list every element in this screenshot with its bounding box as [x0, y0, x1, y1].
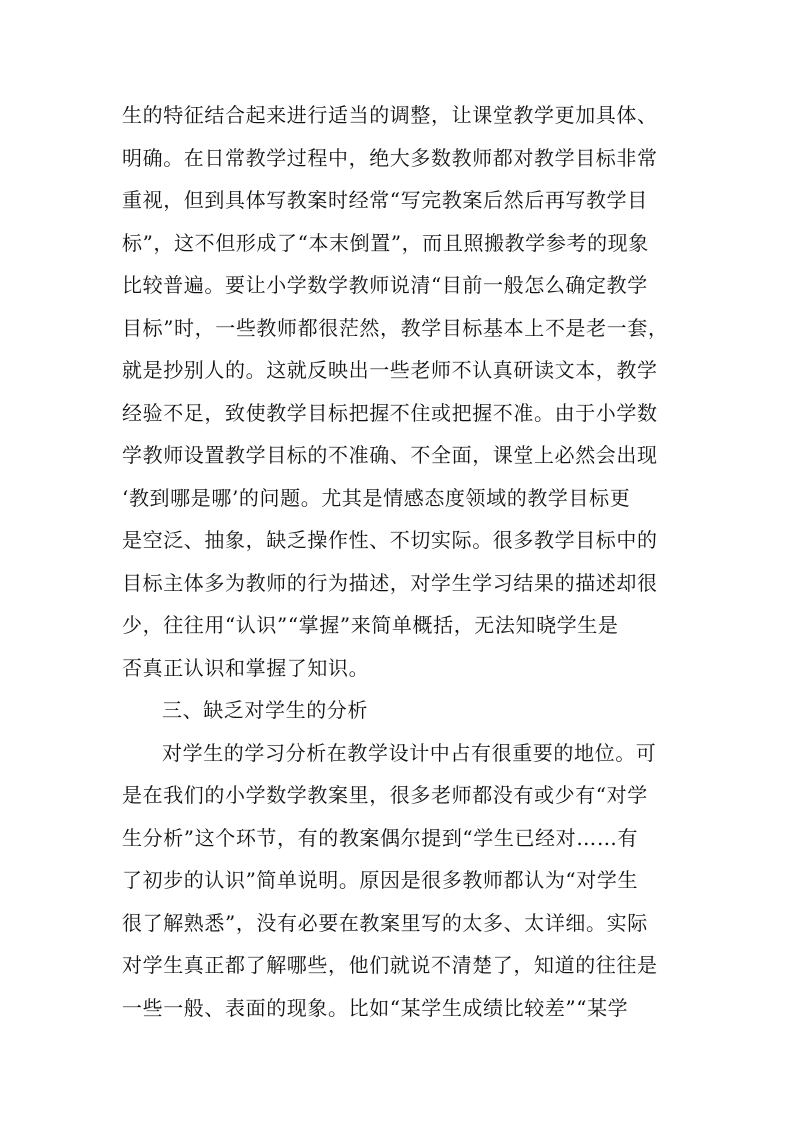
- paragraph-line: 很了解熟悉”，没有必要在教案里写的太多、太详细。实际: [122, 911, 648, 935]
- paragraph-line: 就是抄别人的。这就反映出一些老师不认真研读文本，教学: [122, 358, 658, 382]
- paragraph-line: 目标”时，一些教师都很茫然，教学目标基本上不是老一套，: [122, 316, 669, 340]
- paragraph-line: 目标主体多为教师的行为描述，对学生学习结果的描述却很: [122, 571, 658, 595]
- paragraph-line: 重视，但到具体写教案时经常“写完教案后然后再写教学目: [122, 188, 648, 212]
- paragraph-line: ‘教到哪是哪’的问题。尤其是情感态度领域的教学目标更: [122, 486, 631, 510]
- paragraph-line: 标”，这不但形成了“本末倒置”，而且照搬教学参考的现象: [122, 231, 649, 255]
- paragraph-line: 了初步的认识”简单说明。原因是很多教师都认为“对学生: [122, 868, 639, 892]
- paragraph-line: 对学生真正都了解哪些，他们就说不清楚了，知道的往往是: [122, 953, 658, 977]
- paragraph-line: 明确。在日常教学过程中，绝大多数教师都对教学目标非常: [122, 146, 658, 170]
- paragraph-line: 少，往往用“认识”“掌握”来简单概括，无法知晓学生是: [122, 613, 619, 637]
- paragraph-line: 生的特征结合起来进行适当的调整，让课堂教学更加具体、: [122, 103, 658, 127]
- paragraph-line: 否真正认识和掌握了知识。: [122, 656, 370, 680]
- paragraph-line: 生分析”这个环节，有的教案偶尔提到“学生已经对……有: [122, 826, 639, 850]
- paragraph-line: 是空泛、抽象，缺乏操作性、不切实际。很多教学目标中的: [122, 528, 658, 552]
- paragraph-line: 一些一般、表面的现象。比如“某学生成绩比较差”“某学: [122, 996, 629, 1020]
- paragraph-line: 比较普遍。要让小学数学教师说清“目前一般怎么确定教学: [122, 273, 648, 297]
- paragraph-line: 经验不足，致使教学目标把握不住或把握不准。由于小学数: [122, 401, 658, 425]
- section-heading: 三、缺乏对学生的分析: [162, 698, 368, 722]
- paragraph-line: 对学生的学习分析在教学设计中占有很重要的地位。可: [162, 741, 657, 765]
- paragraph-line: 学教师设置教学目标的不准确、不全面，课堂上必然会出现: [122, 443, 658, 467]
- paragraph-line: 是在我们的小学数学教案里，很多老师都没有或少有“对学: [122, 783, 648, 807]
